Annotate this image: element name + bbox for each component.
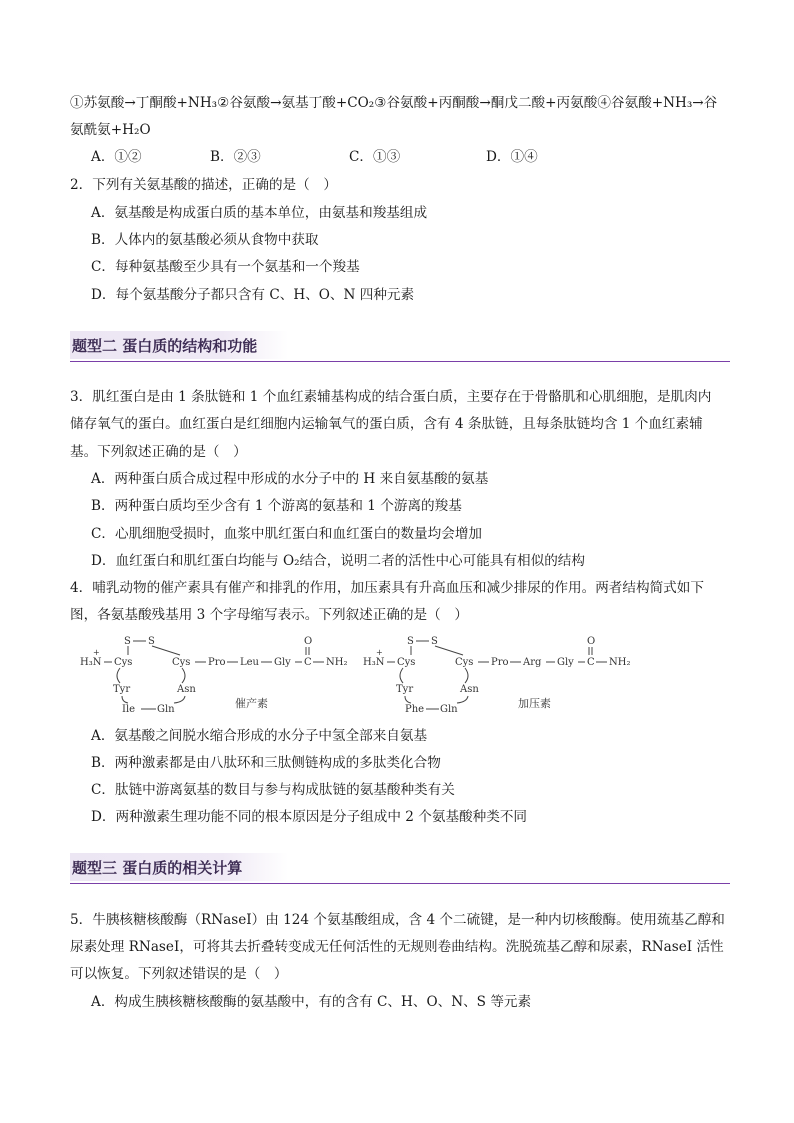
- q1-stem-line2: 氨酰氨+H₂O: [70, 122, 151, 138]
- q3-stem-line3: 基。下列叙述正确的是（ ）: [70, 444, 247, 460]
- q2-option-b[interactable]: B．人体内的氨基酸必须从食物中获取: [91, 232, 319, 248]
- section-header-3: [70, 853, 730, 884]
- tyr-label: Tyr: [113, 684, 131, 695]
- cys2-label: Cys: [455, 657, 474, 668]
- q1-option-d[interactable]: D．①④: [486, 149, 538, 165]
- chain-residue-3: Gly: [274, 657, 291, 668]
- q4-option-c[interactable]: C．肽链中游离氨基的数目与参与构成肽链的氨基酸种类有关: [91, 782, 455, 798]
- q2-option-d[interactable]: D．每个氨基酸分子都只含有 C、H、O、N 四种元素: [91, 287, 415, 303]
- cys2-label: Cys: [172, 657, 191, 668]
- residue3-label: Ile: [122, 704, 136, 715]
- vasopressin-bonds: [387, 641, 607, 709]
- asn-label: Asn: [177, 684, 196, 695]
- carbonyl-carbon: C: [304, 657, 312, 668]
- q3-stem-line1: 3．肌红蛋白是由 1 条肽链和 1 个血红素辅基构成的结合蛋白质，主要存在于骨骼肌和心肌细胞，是肌肉内: [70, 389, 712, 405]
- residue3-label: Phe: [405, 704, 425, 715]
- q3-option-d[interactable]: D．血红蛋白和肌红蛋白均能与 O₂结合，说明二者的活性中心可能具有相似的结构: [91, 553, 585, 569]
- q5-stem-line2: 尿素处理 RNaseI，可将其去折叠转变成无任何活性的无规则卷曲结构。洗脱巯基乙醇和尿素，RNaseI 活性: [70, 939, 724, 955]
- chain-residue-2: Leu: [240, 657, 259, 668]
- q2-option-a[interactable]: A．氨基酸是构成蛋白质的基本单位，由氨基和羧基组成: [91, 205, 428, 221]
- tyr-label: Tyr: [396, 684, 414, 695]
- c-terminus-amide: NH₂: [326, 657, 348, 668]
- q1-option-a[interactable]: A．①②: [91, 149, 142, 165]
- q1-stem-line1: ①苏氨酸→丁酮酸+NH₃②谷氨酸→氨基丁酸+CO₂③谷氨酸+丙酮酸→酮戊二酸+丙氨酸④谷氨酸+NH₃→谷: [70, 95, 718, 111]
- c-terminus-amide: NH₂: [609, 657, 631, 668]
- q4-stem-line1: 4．哺乳动物的催产素具有催产和排乳的作用，加压素具有升高血压和减少排尿的作用。两者结构简式如下: [70, 580, 704, 596]
- chain-residue-1: Pro: [208, 657, 226, 668]
- q5-stem-line3: 可以恢复。下列叙述错误的是（ ）: [70, 966, 288, 982]
- oxytocin-bonds: [104, 641, 324, 709]
- sulfur1-label: S: [407, 636, 414, 647]
- cys1-label: Cys: [397, 657, 416, 668]
- gln-label: Gln: [157, 704, 175, 715]
- sulfur2-label: S: [431, 636, 438, 647]
- carbonyl-oxygen: O: [304, 636, 313, 647]
- chain-residue-1: Pro: [491, 657, 509, 668]
- gln-label: Gln: [440, 704, 458, 715]
- oxytocin-caption: 催产素: [235, 697, 268, 710]
- asn-label: Asn: [460, 684, 479, 695]
- carbonyl-oxygen: O: [587, 636, 596, 647]
- vasopressin-caption: 加压素: [518, 697, 551, 710]
- q3-option-a[interactable]: A．两种蛋白质合成过程中形成的水分子中的 H 来自氨基酸的氨基: [91, 471, 489, 487]
- q4-option-b[interactable]: B．两种激素都是由八肽环和三肽侧链构成的多肽类化合物: [91, 755, 441, 771]
- q5-stem-line1: 5．牛胰核糖核酸酶（RNaseI）由 124 个氨基酸组成，含 4 个二硫键，是一种内切核酸酶。使用巯基乙醇和: [70, 912, 725, 928]
- q1-option-c[interactable]: C．①③: [349, 149, 401, 165]
- q3-stem-line2: 储存氧气的蛋白。血红蛋白是红细胞内运输氧气的蛋白质，含有 4 条肽链，且每条肽链均含 1 个血红素辅: [70, 416, 703, 432]
- q4-stem-line2: 图，各氨基酸残基用 3 个字母缩写表示。下列叙述正确的是（ ）: [70, 607, 468, 623]
- sulfur1-label: S: [124, 636, 131, 647]
- q3-option-b[interactable]: B．两种蛋白质均至少含有 1 个游离的氨基和 1 个游离的羧基: [91, 498, 462, 514]
- q2-stem: 2．下列有关氨基酸的描述，正确的是（ ）: [70, 177, 337, 193]
- section-header-2: [70, 331, 730, 362]
- q3-option-c[interactable]: C．心肌细胞受损时，血浆中肌红蛋白和血红蛋白的数量均会增加: [91, 526, 483, 542]
- plus-sign: +: [376, 648, 383, 657]
- q2-option-c[interactable]: C．每种氨基酸至少具有一个氨基和一个羧基: [91, 259, 360, 275]
- q4-option-d[interactable]: D．两种激素生理功能不同的根本原因是分子组成中 2 个氨基酸种类不同: [91, 809, 527, 825]
- q4-option-a[interactable]: A．氨基酸之间脱水缩合形成的水分子中氢全部来自氨基: [91, 728, 428, 744]
- carbonyl-carbon: C: [587, 657, 595, 668]
- oxytocin-structure: [80, 636, 347, 715]
- n-terminus-label: H₃N: [80, 657, 102, 668]
- q1-option-b[interactable]: B．②③: [210, 149, 261, 165]
- section-title-3: 题型三 蛋白质的相关计算: [72, 859, 243, 877]
- chain-residue-3: Gly: [557, 657, 574, 668]
- plus-sign: +: [93, 648, 100, 657]
- q5-option-a[interactable]: A．构成生胰核糖核酸酶的氨基酸中，有的含有 C、H、O、N、S 等元素: [91, 994, 532, 1010]
- vasopressin-structure: [363, 636, 630, 715]
- cys1-label: Cys: [114, 657, 133, 668]
- chain-residue-2: Arg: [523, 657, 542, 668]
- hormone-structures-figure: [80, 636, 640, 716]
- n-terminus-label: H₃N: [363, 657, 385, 668]
- sulfur2-label: S: [148, 636, 155, 647]
- section-title-2: 题型二 蛋白质的结构和功能: [72, 337, 258, 355]
